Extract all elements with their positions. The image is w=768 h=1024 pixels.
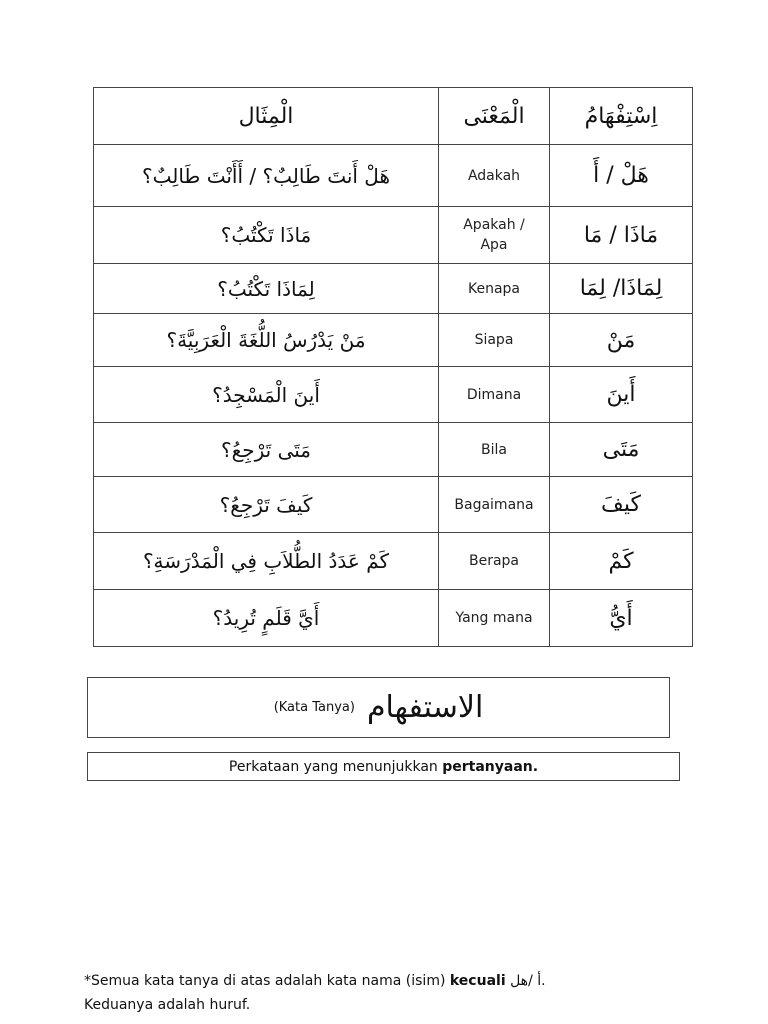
example-cell: لِمَاذَا تَكْتُبُ؟: [94, 264, 439, 314]
meaning-cell: Apakah / Apa: [463, 217, 525, 253]
question-word-cell: كَمْ: [550, 533, 693, 590]
footnote-text: *Semua kata tanya di atas adalah kata nama (isim): [84, 973, 450, 989]
title-subtitle: (Kata Tanya): [273, 700, 355, 715]
example-cell: كَمْ عَدَدُ الطُّلاَبِ فِي الْمَدْرَسَةِ؟: [94, 533, 439, 590]
table-header-row: [94, 88, 693, 145]
question-word-cell: هَلْ / أَ: [550, 145, 693, 207]
title-box: [87, 677, 670, 738]
table-row: [94, 590, 693, 647]
table-row: [94, 145, 693, 207]
footnote: [84, 969, 704, 1017]
table-row: [94, 264, 693, 314]
definition-text: Perkataan yang menunjukkan: [228, 758, 443, 775]
question-word-cell: مَاذَا / مَا: [550, 207, 693, 264]
question-word-cell: مَنْ: [550, 314, 693, 367]
meaning-cell: Berapa: [468, 553, 520, 569]
meaning-cell: Yang mana: [455, 610, 533, 626]
meaning-cell: Adakah: [467, 167, 521, 184]
example-cell: مَاذَا تَكْتُبُ؟: [94, 207, 439, 264]
example-cell: كَيفَ تَرْجِعُ؟: [94, 477, 439, 533]
footnote-bold: kecuali: [449, 973, 506, 989]
example-cell: هَلْ أَنتَ طَالِبٌ؟ / أَأَنْتَ طَالِبٌ؟: [94, 145, 439, 207]
header-question: اِسْتِفْهَامُ: [550, 88, 693, 145]
example-cell: مَتَى تَرْجِعُ؟: [94, 423, 439, 477]
footnote-end: .: [541, 973, 546, 989]
footnote-line-2: Keduanya adalah huruf.: [84, 997, 251, 1013]
meaning-cell: Bagaimana: [454, 496, 534, 513]
question-word-cell: لِمَاذَا/ لِمَا: [550, 264, 693, 314]
definition-box: [87, 752, 680, 781]
table-row: [94, 477, 693, 533]
example-cell: أَينَ الْمَسْجِدُ؟: [94, 367, 439, 423]
table-row: [94, 533, 693, 590]
example-cell: أَيَّ قَلَمٍ تُرِيدُ؟: [94, 590, 439, 647]
header-example: الْمِثَال: [94, 88, 439, 145]
question-word-cell: أَينَ: [550, 367, 693, 423]
table-row: [94, 314, 693, 367]
meaning-cell: Bila: [481, 441, 507, 458]
meaning-cell: Kenapa: [467, 280, 520, 297]
meaning-cell: Dimana: [466, 386, 522, 403]
title-arabic: الاستفهام: [366, 690, 484, 725]
meaning-cell: Siapa: [474, 332, 514, 348]
definition-bold: pertanyaan.: [442, 758, 539, 775]
question-word-cell: أَيُّ: [550, 590, 693, 647]
footnote-arabic: أ /هل: [505, 973, 542, 989]
example-cell: مَنْ يَدْرُسُ اللُّغَةَ الْعَرَبِيَّةَ؟: [94, 314, 439, 367]
table-row: [94, 207, 693, 264]
table-row: [94, 423, 693, 477]
table-row: [94, 367, 693, 423]
question-word-cell: كَيفَ: [550, 477, 693, 533]
question-word-cell: مَتَى: [550, 423, 693, 477]
footnote-line-1: [84, 969, 704, 993]
istifham-table: [93, 87, 693, 647]
header-meaning: الْمَعْنَى: [439, 88, 550, 145]
